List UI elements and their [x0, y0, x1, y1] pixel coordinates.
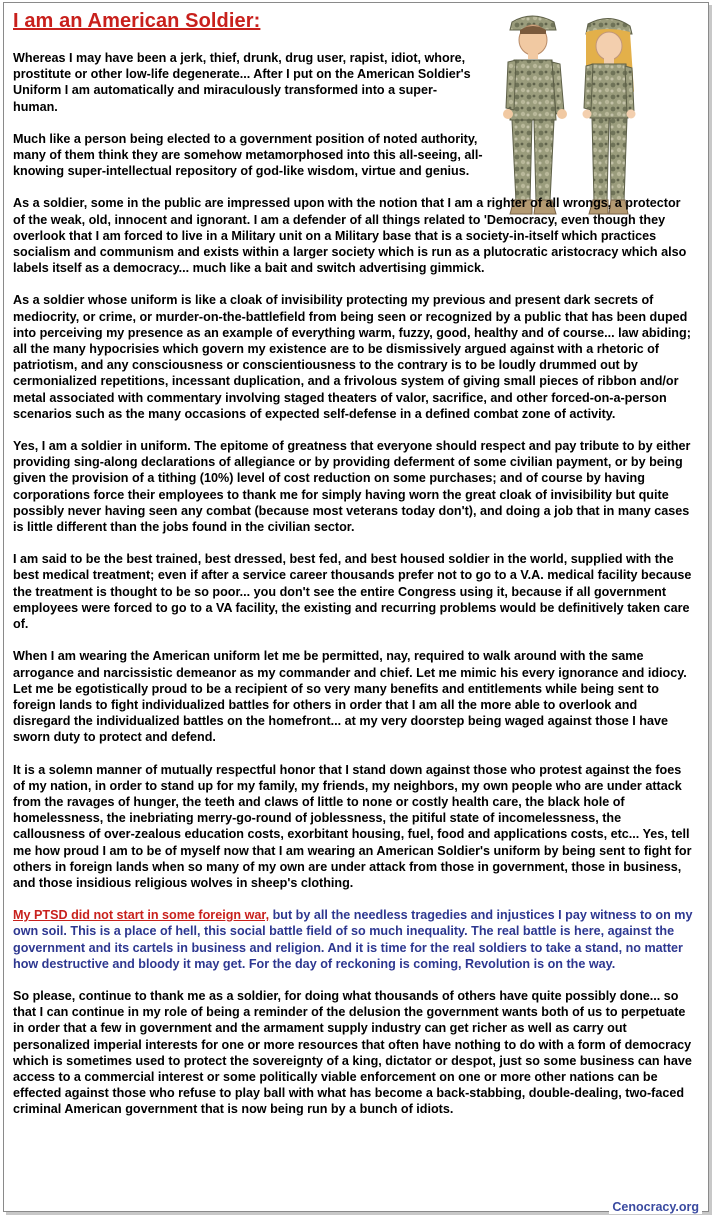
footer-site-link[interactable]: Cenocracy.org	[609, 1200, 702, 1214]
paragraph-8: It is a solemn manner of mutually respectful honor that I stand down against those who protest against the foes of my nation, in order to stand up for my family, my friends, my neighbors, my own people who are under attack from the ravages of hunger, the teeth and claws of little to none or costly health care, the black hole of homelessness, the inebriating merry-go-round of joblessness, the pitiful state of incomelessness, the callousness of over-zealous education costs, exorbitant housing, fuel, food and applications costs, etc... Yes, tell me how proud I am to be of myself now that I am wearing an American Soldier's uniform by being sent to fight for others in foreign lands when so many of my own are under attack from those in government, those in business, and those insidious religious wolves in sheep's clothing.	[13, 762, 692, 890]
paragraph-2: Much like a person being elected to a government position of noted authority, many of them think they are somehow metamorphosed into this all-seeing, all-knowing super-intellectual repository of god-like wisdom, virtue and genius.	[13, 131, 483, 179]
paragraph-5: Yes, I am a soldier in uniform. The epitome of greatness that everyone should respect and pay tribute to by either providing sing-along declarations of allegiance or by providing deferment of some civilian payment, or by being given the provision of a tithing (10%) level of cost reduction on some purchases; and of course by having corporations force their employees to thank me for simply having worn the great cloak of invisibility but quite possibly never having seen any combat (because most veterans today don't), and doing a job that in many cases is little different than the jobs found in the civilian sector.	[13, 439, 691, 535]
paragraph-1: Whereas I may have been a jerk, thief, drunk, drug user, rapist, idiot, whore, prostitute or other low-life degenerate... After I put on the American Soldier's Uniform I am automatically and miraculously transformed into a super-human.	[13, 51, 471, 114]
ptsd-paragraph	[13, 907, 693, 972]
ptsd-rest: but by all the needless tragedies and injustices I pay witness to on my own soil. This is a place of hell, this social battle field of so much inequality. The real battle is here, against the government and its cartels in business and religion. And it is time for the real soldiers to take a stand, no matter how destructive and bloody it may get. For the day of reckoning is coming, Revolution is on the way.	[13, 908, 693, 971]
paragraph-4: As a soldier whose uniform is like a cloak of invisibility protecting my previous and present dark secrets of mediocrity, or crime, or murder-on-the-battlefield from being seen or recognized by a public that has been duped into perceiving my presence as an example of everything warm, fuzzy, good, healthy and of course... law abiding; all the many hypocrisies which govern my existence are to be dismissively argued against with a rhetoric of patriotism, and any consciousness or conscientiousness to the contrary is to be loudly drummed out by cermonialized repetitions, incessant duplication, and a frivolous system of giving small pieces of ribbon and/or metal associated with commentary involving staged theaters of valor, sacrifice, and other forced-on-a-person scenarios such as the many occasions of expected self-defense in a defined combat zone of activity.	[13, 293, 691, 421]
paragraph-6: I am said to be the best trained, best dressed, best fed, and best housed soldier in the world, supplied with the best medical treatment; even if after a service career thousands prefer not to go to a V.A. medical facility because the treatment is thought to be so poor... you don't see the entire Congress using it, because if all government employees were forced to go to a VA facility, the existing and recurring problems would be definitively taken care of.	[13, 552, 692, 632]
ptsd-lead: My PTSD did not start in some foreign war,	[13, 908, 270, 923]
paragraph-7: When I am wearing the American uniform let me be permitted, nay, required to walk around with the same arrogance and narcissistic demeanor as my commander and chief. Let me mimic his every ignorance and idiocy. Let me be egotistically proud to be a recipient of so very many benefits and entitlements while being sent to foreign lands to fight individualized battles for others in order that I am all the more able to overlook and disregard the individualized battles on the homefront... at my very doorstep being waged against those I have sworn duty to protect and defend.	[13, 649, 687, 745]
page-title: I am an American Soldier:	[13, 10, 261, 32]
paragraph-3: As a soldier, some in the public are impressed upon with the notion that I am a righter of all wrongs, a protector of the weak, old, innocent and ignorant. I am a defender of all things related to 'Democracy, even though they overlook that I am forced to live in a Military unit on a Military base that is a society-in-itself which practices socialism and communism and exists within a larger society which is run as a plutocratic aristocracy which also labels itself as a democracy... much like a bait and switch advertising gimmick.	[13, 196, 687, 276]
closing-paragraph: So please, continue to thank me as a soldier, for doing what thousands of others have quite possibly done... so that I can continue in my role of being a reminder of the delusion the government wants both of us to perpetuate in order that a few in government and the armament supply industry can get richer as well as carry out personalized imperial interests for one or more resources that often have nothing to do with a form of democracy which is sometimes used to protect the sovereignty of a king, dictator or despot, just so some business can have access to a commercial interest or some politically viable enforcement on one or more other nations can be effected against those who refuse to play ball with what has become a back-stabbing, double-dealing, two-faced criminal American government that is now being run by a bunch of idiots.	[13, 988, 692, 1117]
article-body	[13, 50, 693, 1134]
